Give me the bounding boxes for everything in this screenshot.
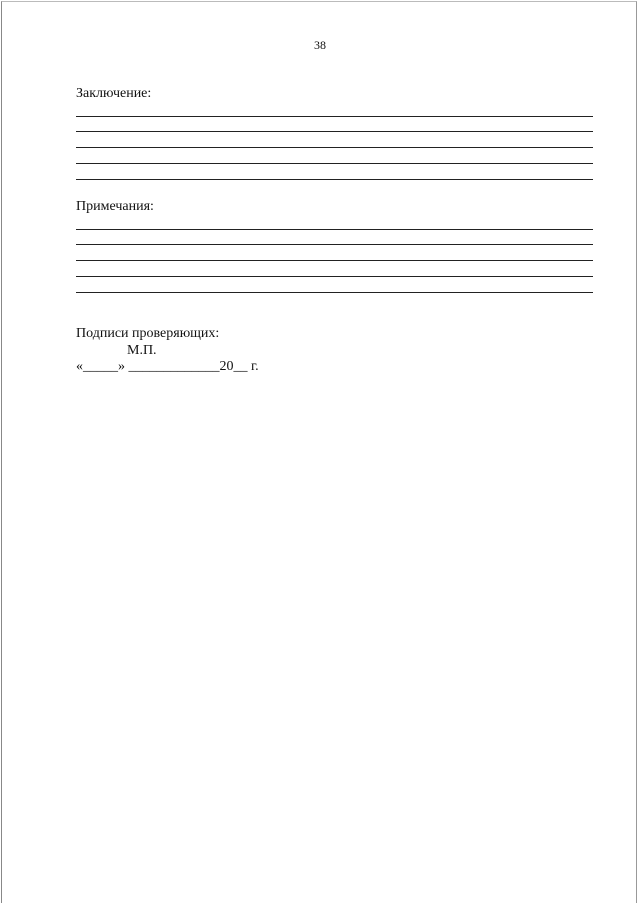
page-number: 38: [314, 38, 326, 52]
stamp-label: М.П.: [127, 343, 157, 358]
conclusion-line-5[interactable]: [76, 179, 593, 180]
conclusion-line-1[interactable]: [76, 116, 593, 117]
date-line[interactable]: «_____» _____________20__ г.: [76, 359, 259, 374]
conclusion-line-3[interactable]: [76, 147, 593, 148]
signatures-label: Подписи проверяющих:: [76, 326, 220, 341]
notes-line-5[interactable]: [76, 292, 593, 293]
notes-line-1[interactable]: [76, 229, 593, 230]
notes-line-2[interactable]: [76, 244, 593, 245]
notes-line-4[interactable]: [76, 276, 593, 277]
notes-line-3[interactable]: [76, 260, 593, 261]
conclusion-line-2[interactable]: [76, 131, 593, 132]
page-border: [1, 1, 637, 903]
conclusion-title: Заключение:: [76, 86, 152, 101]
notes-title: Примечания:: [76, 199, 154, 214]
conclusion-line-4[interactable]: [76, 163, 593, 164]
